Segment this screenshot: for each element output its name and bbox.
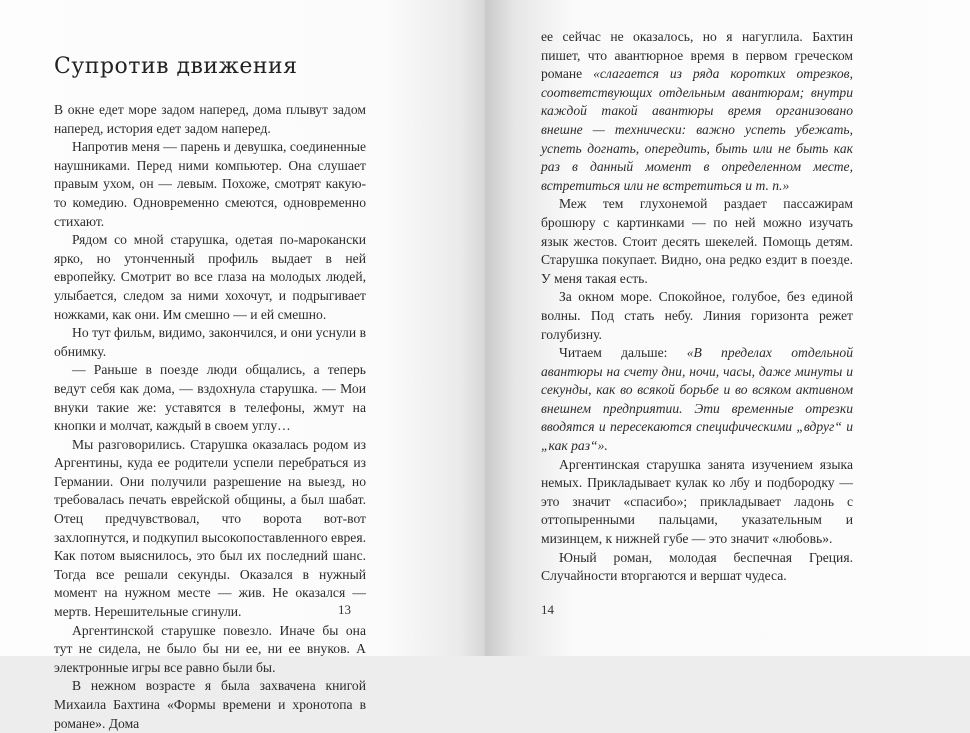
left-page-text [54, 101, 366, 733]
paragraph: Мы разговорились. Старушка оказалась родом из Аргентины, куда ее родители успели перебраться из Германии. Они получили разрешение на выезд, но требовалась печать еврейской общины, а был шабат. Отец предчувствовал, что ворота вот-вот захлопнутся, и подкупил высокопоставленного еврея. Как потом выяснилось, это был их последний шанс. Тогда все решали секунды. Оказался в нужный момент на нужном месте — жив. Не оказался — мертв. Нерешительные сгинули. [54, 436, 366, 620]
page-number: 13 [338, 602, 351, 617]
bakhtin-quote: «В пределах отдельной авантюры на счету дни, ночи, часы, даже минуты и секунды, как во всякой борьбе и во всяком активном внешнем предприятии. Эти временные отрезки вводятся и пересекаются специфическими „вдруг“ и „как раз“». [541, 345, 854, 454]
right-page-text [541, 28, 853, 586]
paragraph: Меж тем глухонемой раздает пассажирам брошюру с картинками — по ней можно изучать язык жестов. Стоит десять шекелей. Помощь детям. Старушка покупает. Видно, она редко ездит в поезде. У меня такая есть. [541, 196, 853, 286]
paragraph: Юный роман, молодая беспечная Греция. Случайности вторгаются и вершат чудеса. [541, 549, 853, 584]
paragraph: — Раньше в поезде люди общались, а теперь ведут себя как дома, — вздохнула старушка. — Мои внуки такие же: уставятся в телефоны, жмут на кнопки и молчат, каждый в своем углу… [54, 362, 366, 434]
paragraph: Аргентинской старушке повезло. Иначе бы она тут не сидела, не было бы ни ее, ни ее внуков. А электронные игры все равно были бы. [54, 622, 366, 675]
paragraph-text: ее сейчас не оказалось, но я нагуглила. Бахтин пишет, что авантюрное время в первом греческом романе [541, 29, 853, 82]
paragraph-text: Читаем дальше: [559, 345, 687, 361]
paragraph: В нежном возрасте я была захвачена книгой Михаила Бахтина «Формы времени и хронотопа в романе». Дома [54, 678, 366, 731]
chapter-title: Супротив движения [54, 54, 298, 79]
bakhtin-quote: «слагается из ряда коротких отрезков, соответствующих отдельным авантюрам; внутри каждой такой авантюры время организовано внешне — технически: важно успеть убежать, успеть догнать, опередить, быть или не быть как раз в данный момент в определенном месте, встретиться или не встретиться и т. п.» [541, 66, 853, 193]
left-page [0, 0, 485, 731]
paragraph: Но тут фильм, видимо, закончился, и они уснули в обнимку. [54, 325, 366, 359]
paragraph: В окне едет море задом наперед, дома плывут задом наперед, история едет задом наперед. [54, 102, 366, 136]
paragraph: За окном море. Спокойное, голубое, без единой волны. Под стать небу. Линия горизонта режет голубизну. [541, 289, 853, 342]
paragraph: Напротив меня — парень и девушка, соединенные наушниками. Перед ними компьютер. Она слушает правым ухом, он — левым. Похоже, смотрят какую-то комедию. Одновременно смеются, одновременно стихают. [54, 139, 366, 229]
page-number: 14 [541, 602, 554, 617]
paragraph: Рядом со мной старушка, одетая по-марокански ярко, но утонченный профиль выдает в ней европейку. Смотрит во все глаза на молодых людей, улыбается, следом за ними хохочут, и подрыгивает ножками, как они. Им смешно — и ей смешно. [54, 232, 366, 322]
paragraph: Аргентинская старушка занята изучением языка немых. Прикладывает кулак ко лбу и подбородку — это значит «спасибо»; прикладывает ладонь с оттопыренными пальцами, указательным и мизинцем, к нижней губе — это значит «любовь». [541, 456, 853, 547]
paragraph [541, 28, 853, 195]
right-page [485, 0, 970, 656]
paragraph [541, 344, 853, 456]
